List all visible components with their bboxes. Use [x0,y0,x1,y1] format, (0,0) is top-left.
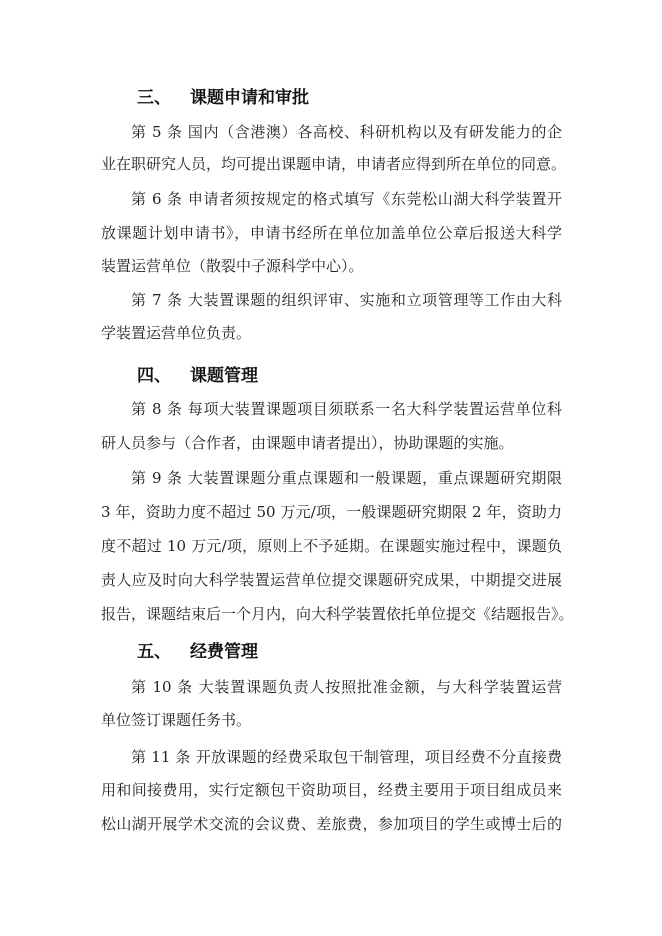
article-10-line: 单位签订课题任务书。 [101,711,252,729]
section-number: 三、 [137,88,171,108]
article-7-line: 学装置运营单位负责。 [101,324,252,342]
article-10-line: 第 10 条 大装置课题负责人按照批准金额，与大科学装置运营 [131,678,562,696]
article-6-line: 放课题计划申请书》，申请书经所在单位加盖单位公章后报送大科学 [101,224,562,242]
article-6-line: 第 6 条 申请者须按规定的格式填写《东莞松山湖大科学装置开 [131,190,562,208]
article-9-line: 责人应及时向大科学装置运营单位提交课题研究成果，中期提交进展 [101,571,562,589]
article-8-line: 研人员参与（合作者，由课题申请者提出），协助课题的实施。 [101,434,514,452]
article-6-line: 装置运营单位（散裂中子源科学中心）。 [101,257,364,275]
article-11-line: 用和间接费用，实行定额包干资助项目，经费主要用于项目组成员来 [101,781,562,799]
article-11-line: 松山湖开展学术交流的会议费、差旅费，参加项目的学生或博士后的 [101,815,562,833]
article-9-line: 度不超过 10 万元/项，原则上不予延期。在课题实施过程中，课题负 [101,537,562,555]
section-number: 四、 [137,366,171,386]
article-11-line: 第 11 条 开放课题的经费采取包干制管理，项目经费不分直接费 [131,748,562,766]
article-9-line: 报告，课题结束后一个月内，向大科学装置依托单位提交《结题报告》。 [101,605,574,623]
section-number: 五、 [137,642,171,662]
section-title: 课题申请和审批 [190,88,309,108]
section-title: 课题管理 [190,366,258,386]
article-9-line: 第 9 条 大装置课题分重点课题和一般课题，重点课题研究期限 [131,469,562,487]
section-title: 经费管理 [190,642,258,662]
article-5-line: 第 5 条 国内（含港澳）各高校、科研机构以及有研发能力的企 [131,123,562,141]
article-5-line: 业在职研究人员，均可提出课题申请，申请者应得到所在单位的同意。 [101,155,567,173]
article-9-line: 3 年，资助力度不超过 50 万元/项，一般课题研究期限 2 年，资助力 [101,503,562,521]
article-8-line: 第 8 条 每项大装置课题项目须联系一名大科学装置运营单位科 [131,400,562,418]
article-7-line: 第 7 条 大装置课题的组织评审、实施和立项管理等工作由大科 [131,291,562,309]
